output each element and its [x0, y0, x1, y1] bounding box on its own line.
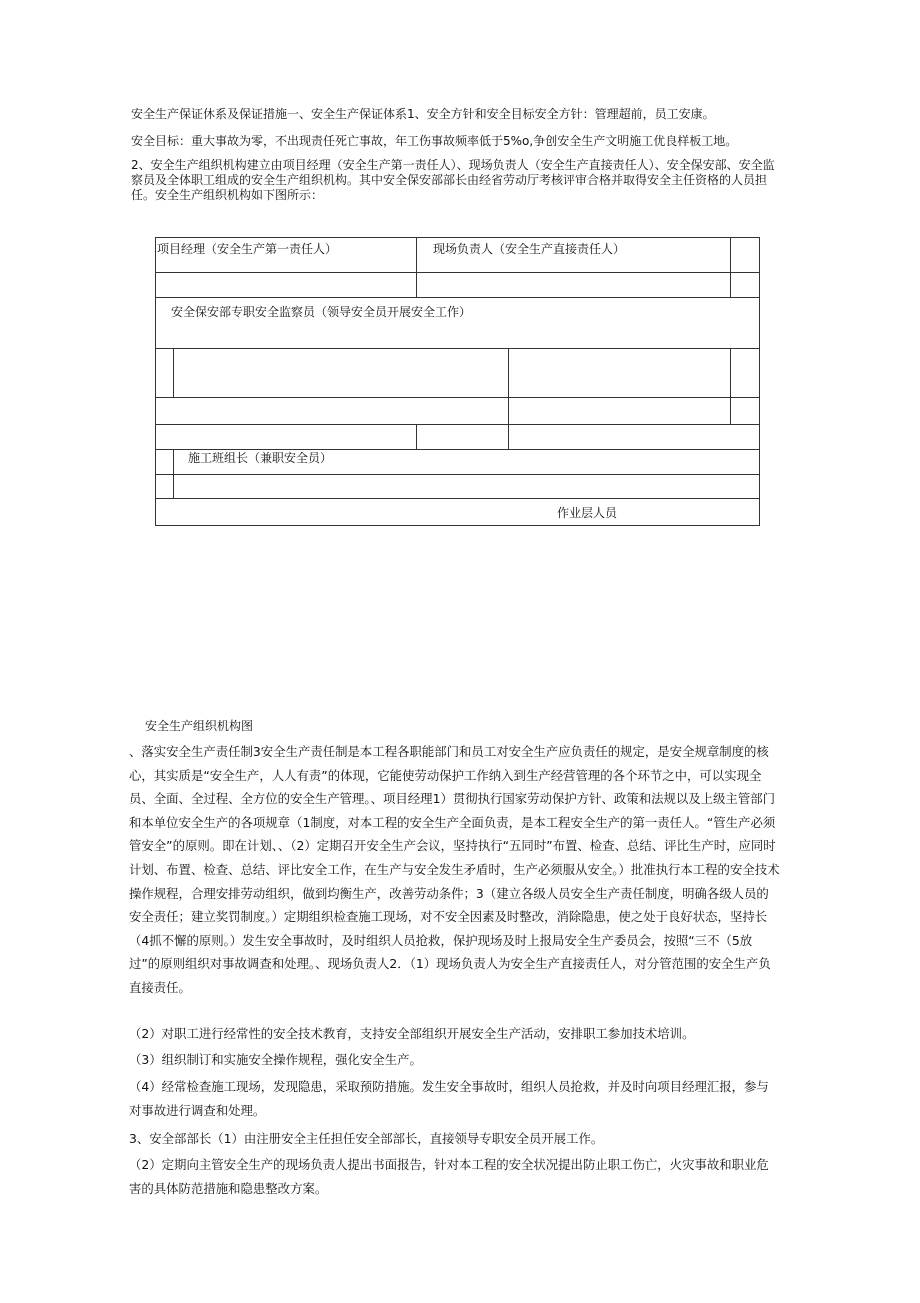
table-line: [730, 237, 731, 298]
table-line: [155, 348, 760, 349]
table-line: [416, 424, 417, 449]
table-line: [155, 297, 760, 298]
team-leader-cell: 施工班组长（兼职安全员）: [188, 451, 333, 465]
table-line: [173, 449, 174, 499]
table-line: [155, 424, 760, 425]
chart-caption: 安全生产组织机构图: [145, 719, 254, 733]
table-line: [416, 237, 417, 298]
section-3: 3、安全部部长（1）由注册安全主任担任安全部部长，直接领导专职安全员开展工作。: [129, 1131, 604, 1146]
project-manager-cell: 项目经理（安全生产第一责任人）: [157, 242, 338, 256]
item-3: （3）组织制订和实施安全操作规程，强化安全生产。: [129, 1052, 422, 1067]
intro-paragraph-2: 2、安全生产组织机构建立由项目经理（安全生产第一责任人）、现场负责人（安全生产直接责任人）、安全保安部、安全监察员及全体职工组成的安全生产组织机构。其中安全保安部部长由经省劳动厅考核评审合格并取得安全主任资格的人员担任。安全生产组织机构如下图所示：: [131, 158, 775, 203]
table-line: [155, 449, 760, 450]
table-line: [155, 272, 760, 273]
safety-dept-cell: 安全保安部专职安全监察员（领导安全员开展安全工作）: [171, 305, 472, 319]
paragraph-3: 、落实安全生产责任制3安全生产责任制是本工程各职能部门和员工对安全生产应负责任的规定，是安全规章制度的核心，其实质是“安全生产，人人有责”的体现，它能使劳动保护工作纳入到生产经营管理的各个环节之中，可以实现全员、全面、全过程、全方位的安全生产管理。、项目经理1）贯彻执行国家劳动保护方针、政策和法规以及上级主管部门和本单位安全生产的各项规章（1制度，对本工程的安全生产全面负责，是本工程安全生产的第一责任人。“管生产必须管安全”的原则。即在计划、、（2）定期召开安全生产会议，坚持执行“五同时”布置、检查、总结、评比生产时，应同时计划、布置、检查、总结、评比安全工作，在生产与安全发生矛盾时，生产必须服从安全。）批准执行本工程的安全技术操作规程，合理安排劳动组织，做到均衡生产，改善劳动条件；3（建立各级人员安全生产责任制度，明确各级人员的安全责任；建立奖罚制度。）定期组织检查施工现场，对不安全因素及时整改，消除隐患，使之处于良好状态，坚持长（4抓不懈的原则。）发生安全事故时，及时组织人员抢救，保护现场及时上报局安全生产委员会，按照“三不（5放过”的原则组织对事故调查和处理。、现场负责人2．（1）现场负责人为安全生产直接责任人，对分管范围的安全生产负直接责任。: [129, 744, 780, 995]
intro-line-1: 安全生产保证休系及保证措施一、安全生产保证体系1、安全方针和安全目标安全方针：管理超前，员工安康。: [131, 107, 715, 121]
table-border-left: [155, 237, 156, 526]
table-line: [155, 474, 760, 475]
table-line: [155, 498, 760, 499]
table-line: [173, 348, 174, 398]
workers-cell: 作业层人员: [557, 506, 618, 520]
table-line: [508, 348, 509, 449]
section-3-item-2: （2）定期向主管安全生产的现场负责人提出书面报告，针对本工程的安全状况提出防止职工伤亡，火灾事故和职业危害的具体防范措施和隐患整改方案。: [129, 1157, 769, 1196]
table-border-bottom: [155, 525, 760, 526]
item-2: （2）对职工进行经常性的安全技术教育，支持安全部组织开展安全生产活动，安排职工参加技术培训。: [129, 1026, 695, 1041]
table-line: [155, 397, 760, 398]
site-leader-cell: 现场负责人（安全生产直接责任人）: [433, 242, 626, 256]
intro-line-2: 安全目标：重大事故为零，不出现责任死亡事故，年工伤事故频率低于5%o,争创安全生产文明施工优良样板工地。: [131, 134, 738, 148]
table-border-top: [155, 237, 760, 238]
item-4: （4）经常检查施工现场，发现隐患，采取预防措施。发生安全事故时，组织人员抢救，并及时向项目经理汇报，参与对事故进行调查和处理。: [129, 1079, 769, 1118]
table-border-right: [759, 237, 760, 526]
table-line: [730, 348, 731, 424]
